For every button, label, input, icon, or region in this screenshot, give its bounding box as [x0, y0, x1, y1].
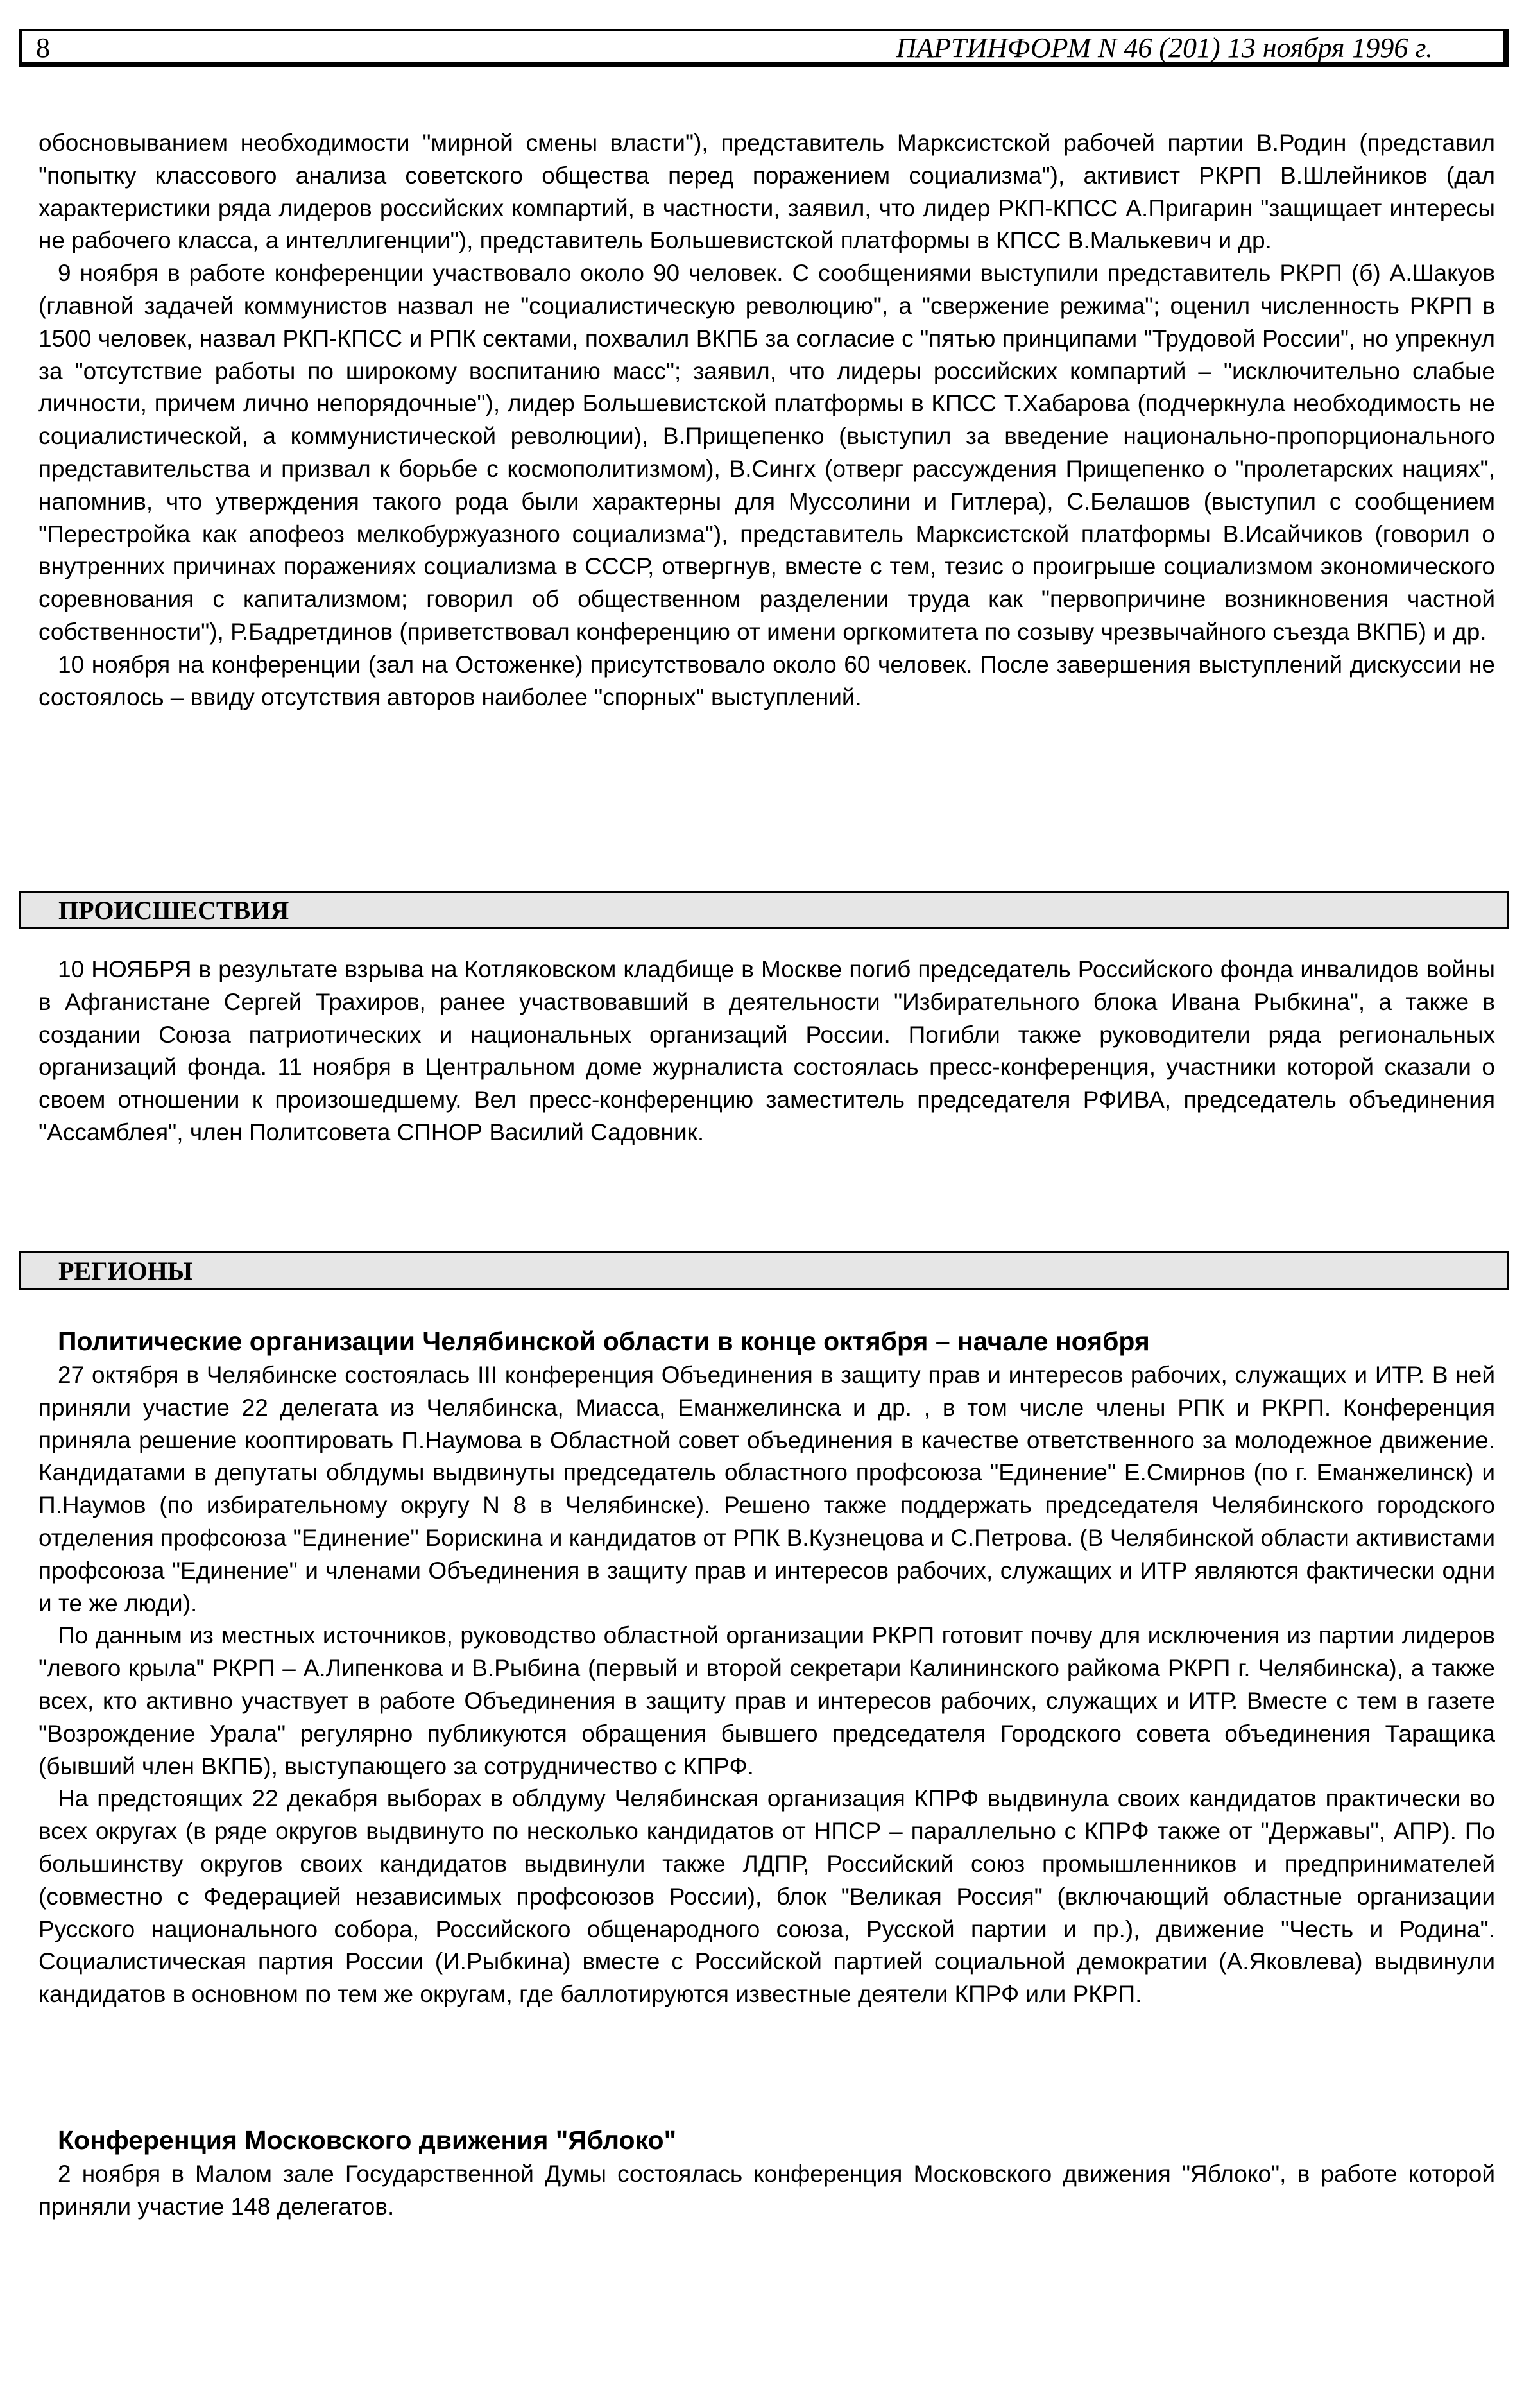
- article-heading: Конференция Московского движения "Яблоко": [58, 2125, 677, 2155]
- intro-text: [38, 127, 1495, 714]
- paragraph: обосновыванием необходимости "мирной смены власти"), представитель Марксистской рабочей партии В.Родин (представил "попытку классового анализа советского общества перед поражением социализма"), активист РКРП В.Шлейников (дал характеристики ряда лидеров российских компартий, в частности, заявил, что лидер РКП-КПСС А.Пригарин "защищает интересы не рабочего класса, а интеллигенции"), представитель Большевистской платформы в КПСС В.Малькевич и др.: [38, 130, 1495, 254]
- paragraph: 10 НОЯБРЯ в результате взрыва на Котляковском кладбище в Москве погиб председатель Российского фонда инвалидов войны в Афганистане Сергей Трахиров, ранее участвовавший в деятельности "Избирательного блока Ивана Рыбкина", а также в создании Союза патриотических и национальных организаций России. Погибли также руководители ряда региональных организаций фонда. 11 ноября в Центральном доме журналиста состоялась пресс-конференция, участники которой сказали о своем отношении к произошедшему. Вел пресс-конференцию заместитель председателя РФИВА, председатель объединения "Ассамблея", член Политсовета СПНОР Василий Садовник.: [38, 956, 1495, 1145]
- paragraph: На предстоящих 22 декабря выборах в облдуму Челябинская организация КПРФ выдвинула своих кандидатов практически во всех округах (в ряде округов выдвинуто по несколько кандидатов от НПСР – параллельно с КПРФ также от "Державы", АПР). По большинству округов своих кандидатов выдвинули также ЛДПР, Российский союз промышленников и предпринимателей (совместно с Федерацией независимых профсоюзов России), блок "Великая Россия" (включающий областные организации Русского национального собора, Российского общенародного союза, Русской партии и пр.), движение "Честь и Родина". Социалистическая партия России (И.Рыбкина) вместе с Российской партией социальной демократии (А.Яковлева) выдвинули кандидатов в основном по тем же округам, где баллотируются известные деятели КПРФ или РКРП.: [38, 1785, 1495, 2008]
- paragraph: 9 ноября в работе конференции участвовало около 90 человек. С сообщениями выступили представитель РКРП (б) А.Шакуов (главной задачей коммунистов назвал не "социалистическую революцию", а "свержение режима"; оценил численность РКРП в 1500 человек, назвал РКП-КПСС и РПК сектами, похвалил ВКПБ за согласие с "пятью принципами "Трудовой России", но упрекнул за "отсутствие работы по широкому воспитанию масс"; заявил, что лидеры российских компартий – "исключительно слабые личности, причем лично непорядочные"), лидер Большевистской платформы в КПСС Т.Хабарова (подчеркнула необходимость не социалистической, а коммунистической революции), В.Прищепенко (выступил за введение национально-пропорционального представительства и призвал к борьбе с космополитизмом), В.Сингх (отверг рассуждения Прищепенко о "пролетарских нациях", напомнив, что утверждения такого рода были характерны для Муссолини и Гитлера), С.Белашов (выступил с сообщением "Перестройка как апофеоз мелкобуржуазного социализма"), представитель Марксистской платформы В.Исайчиков (говорил о внутренних причинах поражениях социализма в СССР, отвергнув, вместе с тем, тезис о проигрыше социализмом экономического соревнования с капитализмом; говорил об общественном разделении труда как "первопричине возникновения частной собственности"), Р.Бадретдинов (приветствовал конференцию от имени оргкомитета по созыву чрезвычайного съезда ВКПБ) и др.: [38, 260, 1495, 645]
- paragraph: 27 октября в Челябинске состоялась III конференция Объединения в защиту прав и интересов рабочих, служащих и ИТР. В ней приняли участие 22 делегата из Челябинска, Миасса, Еманжелинска и др. , в том числе члены РПК и РКРП. Конференция приняла решение кооптировать П.Наумова в Областной совет объединения в качестве ответственного за молодежное движение. Кандидатами в депутаты облдумы выдвинуты председатель областного профсоюза "Единение" Е.Смирнов (по г. Еманжелинск) и П.Наумов (по избирательному округу N 8 в Челябинске). Решено также поддержать председателя Челябинского городского отделения профсоюза "Единение" Борискина и кандидатов от РПК В.Кузнецова и С.Петрова. (В Челябинской области активистами профсоюза "Единение" и членами Объединения в защиту прав и интересов рабочих, служащих и ИТР являются фактически одни и те же люди).: [38, 1362, 1495, 1616]
- page-header: [19, 29, 1509, 67]
- section-bar-incidents: [19, 891, 1509, 929]
- incidents-text: [38, 954, 1495, 1149]
- section-bar-regions: [19, 1251, 1509, 1290]
- paragraph: 10 ноября на конференции (зал на Остоженке) присутствовало около 60 человек. После завершения выступлений дискуссии не состоялось – ввиду отсутствия авторов наиболее "спорных" выступлений.: [38, 651, 1495, 710]
- article-text: [38, 2158, 1495, 2223]
- article-text: [38, 1359, 1495, 2011]
- issue-line: ПАРТИНФОРМ N 46 (201) 13 ноября 1996 г.: [896, 32, 1433, 64]
- section-title: РЕГИОНЫ: [58, 1256, 193, 1285]
- page-number: 8: [36, 32, 50, 64]
- paragraph: По данным из местных источников, руководство областной организации РКРП готовит почву для исключения из партии лидеров "левого крыла" РКРП – А.Липенкова и В.Рыбина (первый и второй секретари Калининского райкома РКРП г. Челябинска), а также всех, кто активно участвует в работе Объединения в защиту прав и интересов рабочих, служащих и ИТР. Вместе с тем в газете "Возрождение Урала" регулярно публикуются обращения бывшего председателя Городского совета объединения Таращика (бывший член ВКПБ), выступающего за сотрудничество с КПРФ.: [38, 1622, 1495, 1779]
- section-title: ПРОИСШЕСТВИЯ: [58, 896, 289, 925]
- article-heading: Политические организации Челябинской области в конце октября – начале ноября: [58, 1326, 1150, 1356]
- paragraph: 2 ноября в Малом зале Государственной Думы состоялась конференция Московского движения "Яблоко", в работе которой приняли участие 148 делегатов.: [38, 2161, 1495, 2220]
